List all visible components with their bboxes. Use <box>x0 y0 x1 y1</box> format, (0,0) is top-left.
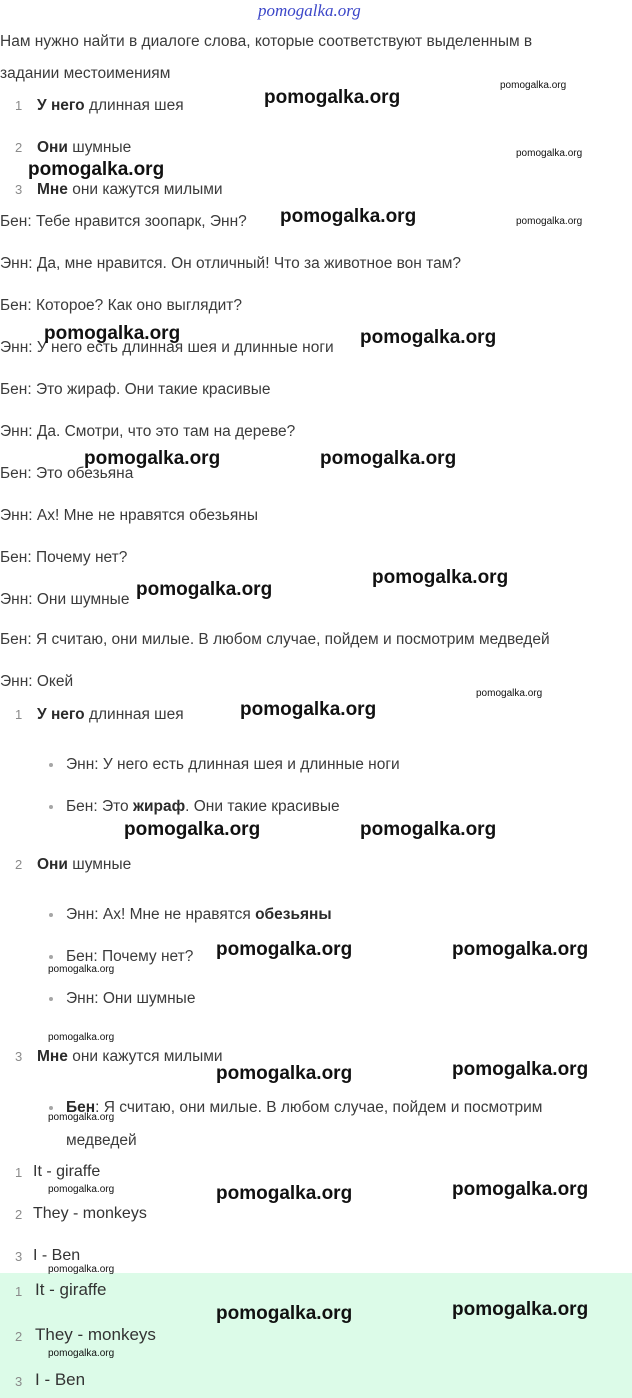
dialogue-line: Энн: Окей <box>0 673 74 690</box>
bullet-dot <box>49 955 53 959</box>
dialogue-line: Бен: Почему нет? <box>0 549 128 566</box>
final-answer-text: It - giraffe <box>35 1280 107 1299</box>
watermark: pomogalka.org <box>240 699 377 720</box>
analysis-bullet: Энн: У него есть длинная шея и длинные ноги <box>66 756 400 773</box>
task-pronoun: Мне <box>37 181 68 198</box>
site-header-link[interactable]: pomogalka.org <box>258 1 361 20</box>
final-answer-number: 2 <box>15 1329 23 1344</box>
task-text: длинная шея <box>84 97 184 114</box>
answer-number: 3 <box>15 1249 23 1264</box>
watermark: pomogalka.org <box>48 1032 115 1043</box>
watermark: pomogalka.org <box>476 688 543 699</box>
watermark: pomogalka.org <box>264 87 401 108</box>
task-number: 3 <box>15 182 23 197</box>
watermark: pomogalka.org <box>320 448 457 469</box>
watermark: pomogalka.org <box>452 939 589 960</box>
dialogue-line: Энн: Ах! Мне не нравятся обезьяны <box>0 507 258 524</box>
watermark: pomogalka.org <box>48 964 115 975</box>
watermark: pomogalka.org <box>216 939 353 960</box>
analysis-text: длинная шея <box>84 706 184 723</box>
watermark: pomogalka.org <box>360 327 497 348</box>
final-answer-text: They - monkeys <box>35 1325 156 1344</box>
watermark: pomogalka.org <box>28 159 165 180</box>
watermark: pomogalka.org <box>452 1299 589 1320</box>
watermark: pomogalka.org <box>136 579 273 600</box>
answer-number: 1 <box>15 1165 23 1180</box>
task-number: 1 <box>15 98 23 113</box>
intro-line-2: задании местоимениям <box>0 65 171 82</box>
analysis-bullet: Энн: Ах! Мне не нравятся обезьяны <box>66 906 332 923</box>
watermark: pomogalka.org <box>516 216 583 227</box>
watermark: pomogalka.org <box>500 80 567 91</box>
watermark: pomogalka.org <box>452 1179 589 1200</box>
bullet-dot <box>49 997 53 1001</box>
bullet-dot <box>49 1106 53 1110</box>
analysis-number: 3 <box>15 1049 23 1064</box>
watermark: pomogalka.org <box>280 206 417 227</box>
task-text: они кажутся милыми <box>67 181 223 198</box>
highlight-word: Бен <box>66 1099 96 1116</box>
dialogue-line: Энн: Они шумные <box>0 591 130 608</box>
watermark: pomogalka.org <box>124 819 261 840</box>
watermark: pomogalka.org <box>44 323 181 344</box>
task-number: 2 <box>15 140 23 155</box>
dialogue-line: Бен: Которое? Как оно выглядит? <box>0 297 242 314</box>
dialogue-line: Бен: Это жираф. Они такие красивые <box>0 381 271 398</box>
analysis-text: они кажутся милыми <box>67 1048 223 1065</box>
analysis-pronoun: Мне <box>37 1048 68 1065</box>
answer-text: It - giraffe <box>33 1163 101 1180</box>
bullet-dot <box>49 763 53 767</box>
watermark: pomogalka.org <box>516 148 583 159</box>
answer-text: They - monkeys <box>33 1205 147 1222</box>
analysis-bullet-continued: медведей <box>66 1132 137 1149</box>
watermark: pomogalka.org <box>216 1183 353 1204</box>
analysis-bullet: Энн: Они шумные <box>66 990 196 1007</box>
bullet-dot <box>49 913 53 917</box>
task-pronoun: Они <box>37 139 68 156</box>
dialogue-line: Энн: У него есть длинная шея и длинные ноги <box>0 339 334 356</box>
intro-line-1: Нам нужно найти в диалоге слова, которые соответствуют выделенным в <box>0 33 533 50</box>
final-answer-text: I - Ben <box>35 1370 86 1389</box>
watermark: pomogalka.org <box>48 1348 115 1359</box>
highlight-word: обезьяны <box>255 906 332 923</box>
task-pronoun: У него <box>37 97 85 114</box>
watermark: pomogalka.org <box>48 1264 115 1275</box>
analysis-number: 2 <box>15 857 23 872</box>
analysis-number: 1 <box>15 707 23 722</box>
watermark: pomogalka.org <box>48 1184 115 1195</box>
watermark: pomogalka.org <box>216 1303 353 1324</box>
dialogue-line: Бен: Тебе нравится зоопарк, Энн? <box>0 213 247 230</box>
watermark: pomogalka.org <box>48 1112 115 1123</box>
answer-text: I - Ben <box>33 1247 81 1264</box>
analysis-text: шумные <box>67 856 132 873</box>
watermark: pomogalka.org <box>360 819 497 840</box>
watermark: pomogalka.org <box>216 1063 353 1084</box>
analysis-pronoun: Они <box>37 856 68 873</box>
final-answer-number: 3 <box>15 1374 23 1389</box>
watermark: pomogalka.org <box>372 567 509 588</box>
analysis-bullet: Бен: Я считаю, они милые. В любом случае, пойдем и посмотрим <box>66 1099 543 1116</box>
answer-number: 2 <box>15 1207 23 1222</box>
analysis-bullet: Бен: Это жираф. Они такие красивые <box>66 798 340 815</box>
final-answer-number: 1 <box>15 1284 23 1299</box>
watermark: pomogalka.org <box>84 448 221 469</box>
highlight-word: жираф <box>132 798 186 815</box>
dialogue-line: Энн: Да. Смотри, что это там на дереве? <box>0 423 296 440</box>
dialogue-line: Энн: Да, мне нравится. Он отличный! Что за животное вон там? <box>0 255 461 272</box>
dialogue-line: Бен: Это обезьяна <box>0 465 134 482</box>
analysis-bullet: Бен: Почему нет? <box>66 948 194 965</box>
analysis-pronoun: У него <box>37 706 85 723</box>
task-text: шумные <box>67 139 132 156</box>
bullet-dot <box>49 805 53 809</box>
watermark: pomogalka.org <box>452 1059 589 1080</box>
dialogue-line: Бен: Я считаю, они милые. В любом случае, пойдем и посмотрим медведей <box>0 631 550 648</box>
